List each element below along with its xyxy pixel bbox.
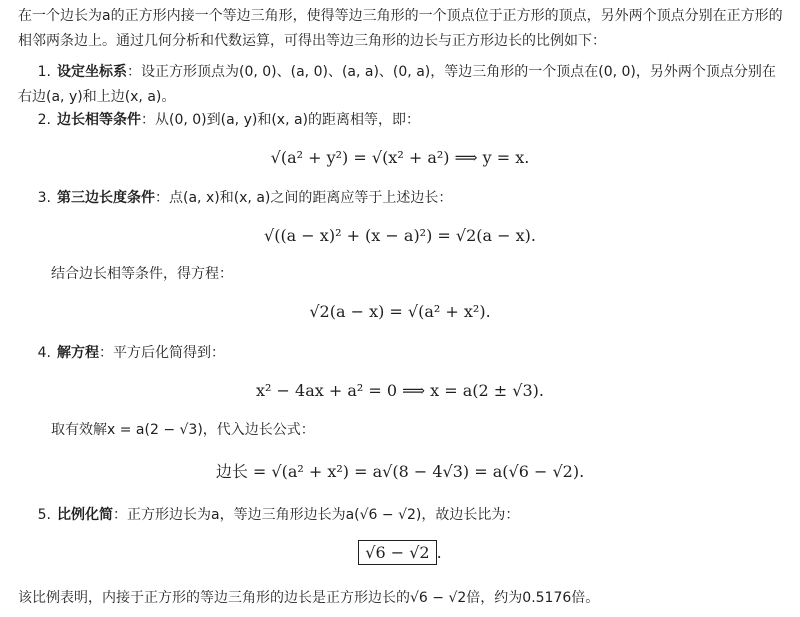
step-5-text: ：正方形边长为a，等边三角形边长为a(√6 − √2)，故边长比为： bbox=[113, 507, 520, 523]
step-2-text: ：从(0, 0)到(a, y)和(x, a)的距离相等，即： bbox=[141, 112, 421, 128]
step-1-title: 设定坐标系 bbox=[57, 64, 127, 80]
step-4 bbox=[18, 341, 783, 366]
step-3-formula-2: √2(a − x) = √(a² + x²). bbox=[309, 302, 491, 321]
step-2-formula: √(a² + y²) = √(x² + a²) ⟹ y = x. bbox=[270, 148, 530, 167]
step-5-number: 5. bbox=[37, 507, 51, 523]
step-2-number: 2. bbox=[37, 112, 51, 128]
step-1-text: ：设正方形顶点为(0, 0)、(a, 0)、(a, a)、(0, a)，等边三角形的一个顶点在(0, 0)，另外两个顶点分别在右边(a, y)和上边(x, a)。 bbox=[18, 64, 776, 105]
step-2 bbox=[18, 108, 783, 133]
step-3-number: 3. bbox=[37, 190, 51, 206]
step-4-formula-2: 边长 = √(a² + x²) = a√(8 − 4√3) = a(√6 − √2). bbox=[215, 462, 585, 481]
step-3-text: ：点(a, x)和(x, a)之间的距离应等于上述边长： bbox=[155, 190, 453, 206]
step-3-note: 结合边长相等条件，得方程： bbox=[51, 266, 233, 282]
step-4-number: 4. bbox=[37, 345, 51, 361]
intro-paragraph: 在一个边长为a的正方形内接一个等边三角形，使得等边三角形的一个顶点位于正方形的顶点，另外两个顶点分别在正方形的相邻两条边上。通过几何分析和代数运算，可得出等边三角形的边长与正方形边长的比例如下： bbox=[18, 8, 783, 49]
step-4-text: ：平方后化简得到： bbox=[99, 345, 225, 361]
step-4-formula: x² − 4ax + a² = 0 ⟹ x = a(2 ± √3). bbox=[256, 381, 544, 400]
step-4-note: 取有效解x = a(2 − √3)，代入边长公式： bbox=[51, 422, 315, 438]
step-1-number: 1. bbox=[37, 64, 51, 80]
step-3-formula: √((a − x)² + (x − a)²) = √2(a − x). bbox=[264, 226, 536, 245]
step-5-boxed-answer: √6 − √2 bbox=[358, 540, 436, 565]
step-5 bbox=[18, 503, 783, 528]
step-1 bbox=[18, 60, 783, 110]
step-5-formula-row: √6 − √2 . bbox=[0, 540, 800, 566]
step-2-title: 边长相等条件 bbox=[57, 112, 141, 128]
step-3-title: 第三边长度条件 bbox=[57, 190, 155, 206]
step-5-title: 比例化简 bbox=[57, 507, 113, 523]
step-3 bbox=[18, 186, 783, 211]
conclusion-paragraph: 该比例表明，内接于正方形的等边三角形的边长是正方形边长的√6 − √2倍，约为0.5176倍。 bbox=[18, 590, 600, 606]
step-4-title: 解方程 bbox=[57, 345, 99, 361]
